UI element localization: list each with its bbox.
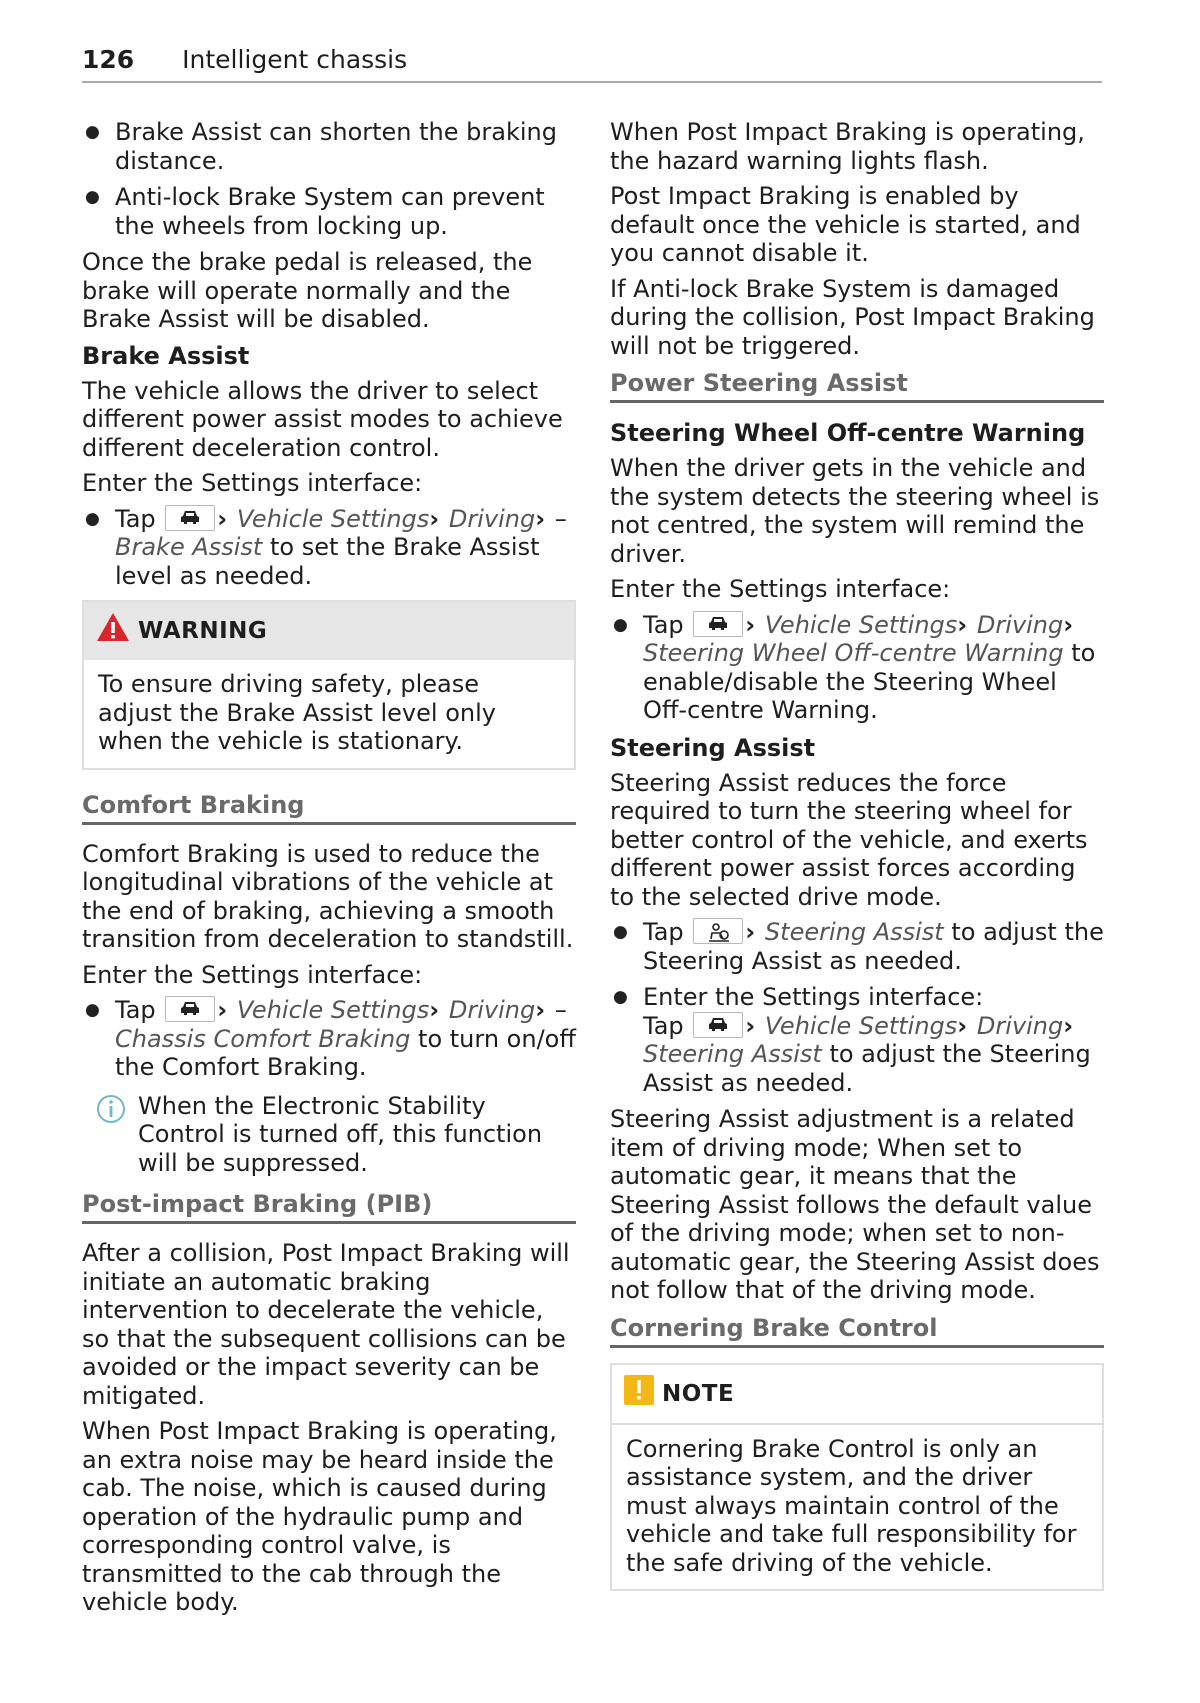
list-item: ● Brake Assist can shorten the braking distance. — [82, 118, 576, 175]
bullet-list — [82, 996, 576, 1082]
info-note: When the Electronic Stability Control is turned off, this function will be suppressed. — [82, 1092, 576, 1178]
chevron-right-icon: › — [429, 504, 440, 533]
list-item: ● Tap › Vehicle Settings› Driving› – Chassis Comfort Braking to turn on/off the Comfort Braking. — [82, 996, 576, 1082]
paragraph: Enter the Settings interface: — [82, 469, 423, 497]
paragraph: When Post Impact Braking is operating, an extra noise may be heard inside the cab. The noise, which is caused during operation of the hydraulic pump and corresponding control valve, is transmitted to the cab through the vehicle body. — [82, 1417, 557, 1616]
chevron-right-icon: › — [1063, 1011, 1074, 1040]
warning-body: To ensure driving safety, please adjust the Brake Assist level only when the vehicle is stationary. — [98, 670, 496, 755]
bullet-list — [610, 611, 1104, 725]
note-body: Cornering Brake Control is only an assistance system, and the driver must always maintain control of the vehicle and take full responsibility for the safe driving of the vehicle. — [626, 1434, 1077, 1577]
heading-brake-assist: Brake Assist — [82, 341, 250, 370]
section-post-impact-braking: Post-impact Braking (PIB) — [82, 1189, 576, 1224]
paragraph: Enter the Settings interface: — [610, 575, 951, 603]
car-icon — [165, 996, 215, 1022]
car-icon — [693, 1012, 743, 1038]
right-column — [610, 118, 1104, 1611]
chevron-right-icon: › — [535, 996, 546, 1024]
section-comfort-braking: Comfort Braking — [82, 790, 576, 825]
section-power-steering-assist: Power Steering Assist — [610, 368, 1104, 403]
chevron-right-icon: › — [745, 1011, 756, 1040]
paragraph: Steering Assist reduces the force required to turn the steering wheel for better control of the vehicle, and exerts different power assist forces according to the selected drive mode. — [610, 768, 1088, 911]
paragraph: Once the brake pedal is released, the brake will operate normally and the Brake Assist will be disabled. — [82, 248, 533, 333]
note-icon — [624, 1375, 654, 1413]
note-box — [610, 1363, 1104, 1592]
paragraph: Enter the Settings interface: — [82, 960, 423, 989]
chevron-right-icon: › — [745, 918, 756, 946]
steering-icon — [693, 918, 743, 944]
list-item: ● Tap › Vehicle Settings› Driving› Steering Wheel Off-centre Warning to enable/disable the Steering Wheel Off-centre Warning. — [610, 611, 1104, 725]
paragraph: Steering Assist adjustment is a related item of driving mode; When set to automatic gear, it means that the Steering Assist follows the default value of the driving mode; when set to non-automatic gear, the Steering Assist does not follow that of the driving mode. — [610, 1105, 1100, 1304]
bullet-list — [82, 118, 576, 240]
bullet-list — [610, 918, 1104, 1097]
chevron-right-icon: › — [535, 504, 546, 533]
paragraph: When the driver gets in the vehicle and the system detects the steering wheel is not centred, the system will remind the driver. — [610, 454, 1100, 568]
list-item: ● Tap › Vehicle Settings› Driving› – Brake Assist to set the Brake Assist level as needed. — [82, 505, 576, 591]
chevron-right-icon: › — [957, 1011, 968, 1040]
warning-box — [82, 600, 576, 770]
page-number: 126 — [82, 45, 135, 74]
heading-steering-wheel-warning: Steering Wheel Off-centre Warning — [610, 419, 1086, 447]
paragraph: The vehicle allows the driver to select different power assist modes to achieve different deceleration control. — [82, 376, 563, 462]
car-icon — [165, 505, 215, 531]
paragraph: Post Impact Braking is enabled by default once the vehicle is started, and you cannot disable it. — [610, 182, 1081, 267]
chapter-title: Intelligent chassis — [182, 45, 408, 74]
left-column — [82, 118, 576, 1624]
paragraph: After a collision, Post Impact Braking will initiate an automatic braking intervention to decelerate the vehicle, so that the subsequent collisions can be avoided or the impact severity can be mitigated. — [82, 1239, 570, 1410]
chevron-right-icon: › — [957, 610, 968, 639]
page-header — [82, 44, 1102, 83]
paragraph: If Anti-lock Brake System is damaged during the collision, Post Impact Braking will not be triggered. — [610, 274, 1095, 360]
chevron-right-icon: › — [745, 610, 756, 639]
bullet-list — [82, 505, 576, 591]
list-item: ● Enter the Settings interface: Tap › Vehicle Settings› Driving› Steering Assist to adjust the Steering Assist as needed. — [610, 983, 1104, 1097]
chevron-right-icon: › — [217, 504, 228, 533]
paragraph: Comfort Braking is used to reduce the longitudinal vibrations of the vehicle at the end of braking, achieving a smooth transition from deceleration to standstill. — [82, 839, 574, 953]
car-icon — [693, 611, 743, 637]
list-item: ● Tap › Steering Assist to adjust the Steering Assist as needed. — [610, 918, 1104, 975]
info-icon — [96, 1094, 126, 1128]
list-item: ● Anti-lock Brake System can prevent the wheels from locking up. — [82, 183, 576, 240]
heading-steering-assist: Steering Assist — [610, 733, 816, 762]
chevron-right-icon: › — [1063, 610, 1074, 639]
warning-header: WARNING — [84, 602, 574, 660]
note-header: NOTE — [612, 1365, 1102, 1425]
section-cornering-brake-control: Cornering Brake Control — [610, 1313, 1104, 1348]
chevron-right-icon: › — [429, 996, 440, 1024]
chevron-right-icon: › — [217, 996, 228, 1024]
warning-icon — [96, 612, 130, 650]
paragraph: When Post Impact Braking is operating, the hazard warning lights flash. — [610, 118, 1085, 175]
